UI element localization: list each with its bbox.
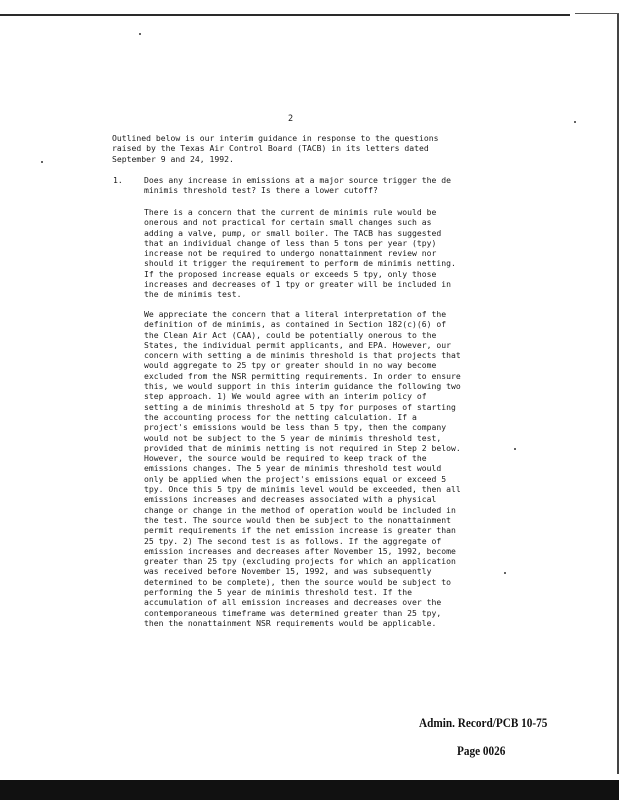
scan-speck — [139, 33, 141, 35]
answer-paragraph-1: There is a concern that the current de minimis rule would be onerous and not practical for certain small changes such as adding a valve, pump, or small boiler. The TACB has suggested that an individual change of less than 5 tons per year (tpy) increase not be required to undergo nonattainment review nor should it trigger the requirement to perform de minimis netting. If the proposed increase equals or exceeds 5 tpy, only those increases and decreases of 1 tpy or greater will be included in the de minimis test. — [144, 207, 456, 300]
page-stamp: Page 0026 — [457, 744, 506, 758]
admin-record-stamp: Admin. Record/PCB 10-75 — [419, 716, 548, 730]
answer-paragraph-2: We appreciate the concern that a literal interpretation of the definition of de minimis, as contained in Section 182(c)(6) of the Clean Air Act (CAA), could be potentially onerous to the States, the individual permit applicants, and EPA. However, our concern with setting a de minimis threshold is that projects that would aggregate to 25 tpy or greater should in no way become excluded from the NSR permitting requirements. In order to ensure this, we would support in this interim guidance the following two step approach. 1) We would agree with an interim policy of setting a de minimis threshold at 5 tpy for purposes of starting the accounting process for the netting calculation. If a project's emissions would be less than 5 tpy, then the company would not be subject to the 5 year de minimis threshold test, provided that de minimis netting is not required in Step 2 below. However, the source would be required to keep track of the emissions changes. The 5 year de minimis threshold test would only be applied when the project's emissions equal or exceed 5 tpy. Once this 5 tpy de minimis level would be exceeded, then all emissions increases and decreases associated with a physical change or change in the method of operation would be included in the test. The source would then be subject to the nonattainment permit requirements if the net emission increase is greater than 25 tpy. 2) The second test is as follows. If the aggregate of emission increases and decreases after November 15, 1992, become greater than 25 tpy (excluding projects for which an application was received before November 15, 1992, and was subsequently determined to be complete), then the source would be subject to performing the 5 year de minimis threshold test. If the accumulation of all emission increases and decreases over the contemporaneous timeframe was determined greater than 25 tpy, then the nonattainment NSR requirements would be applicable. — [144, 309, 461, 628]
item-number: 1. — [113, 175, 123, 185]
scan-top-border — [0, 14, 570, 16]
page-number: 2 — [288, 114, 294, 124]
scan-speck — [514, 448, 516, 450]
question-text: Does any increase in emissions at a major source trigger the de minimis threshold test? Is there a lower cutoff? — [144, 175, 451, 196]
scan-speck — [41, 161, 43, 163]
intro-paragraph: Outlined below is our interim guidance in response to the questions raised by the Texas Air Control Board (TACB) in its letters dated September 9 and 24, 1992. — [112, 133, 439, 164]
scan-bottom-border — [0, 780, 619, 800]
scan-speck — [574, 121, 576, 123]
scan-speck — [504, 572, 506, 574]
scan-top-border-right — [575, 13, 619, 14]
